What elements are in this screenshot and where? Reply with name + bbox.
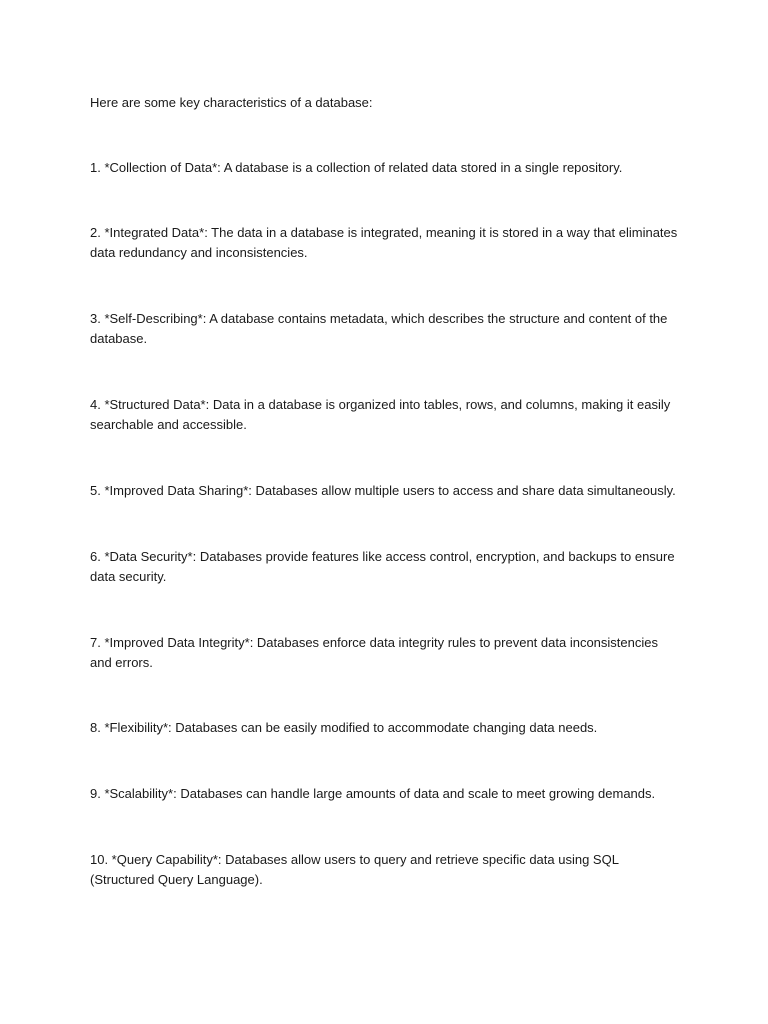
list-item-data-security: 6. *Data Security*: Databases provide features like access control, encryption, and backups to ensure data security. (90, 549, 675, 584)
list-item-collection-of-data: 1. *Collection of Data*: A database is a collection of related data stored in a single repository. (90, 160, 623, 175)
list-item-improved-data-sharing: 5. *Improved Data Sharing*: Databases allow multiple users to access and share data simultaneously. (90, 483, 676, 498)
list-item-structured-data: 4. *Structured Data*: Data in a database is organized into tables, rows, and columns, making it easily searchable and accessible. (90, 397, 671, 432)
list-item-integrated-data: 2. *Integrated Data*: The data in a database is integrated, meaning it is stored in a way that eliminates data redundancy and inconsistencies. (90, 225, 678, 260)
list-item-improved-data-integrity: 7. *Improved Data Integrity*: Databases enforce data integrity rules to prevent data inconsistencies and errors. (90, 635, 658, 670)
list-item-scalability: 9. *Scalability*: Databases can handle large amounts of data and scale to meet growing demands. (90, 786, 656, 801)
list-item-query-capability: 10. *Query Capability*: Databases allow users to query and retrieve specific data using SQL (Structured Query Language). (90, 852, 619, 887)
list-item-self-describing: 3. *Self-Describing*: A database contains metadata, which describes the structure and content of the database. (90, 311, 668, 346)
list-item-flexibility: 8. *Flexibility*: Databases can be easily modified to accommodate changing data needs. (90, 720, 598, 735)
intro-paragraph: Here are some key characteristics of a database: (90, 95, 373, 110)
